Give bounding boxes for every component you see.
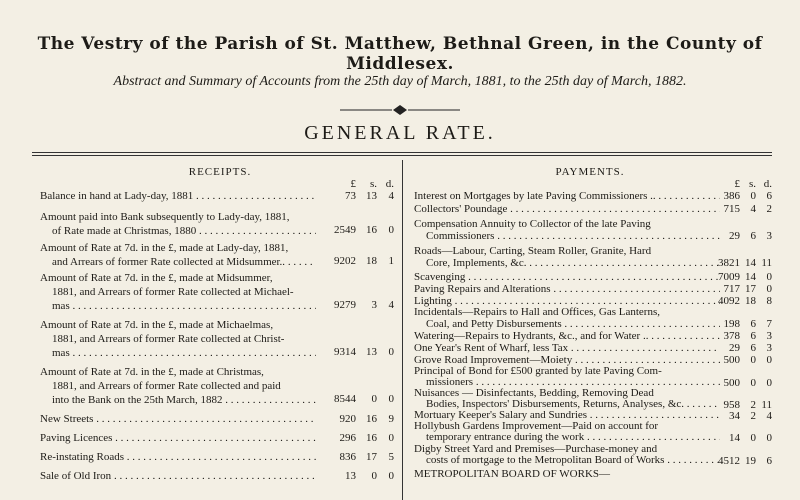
receipts-item [40,365,316,407]
receipts-amount-d: 1 [388,255,394,267]
payments-item-text: Hollybush Gardens Improvement—Paid on account for [414,421,659,432]
payments-item-text: missioners . . . [414,377,720,388]
payments-item-text: Mortuary Keeper's Salary and Sundries . . . [414,410,720,421]
payments-amount-s: 14 [745,257,756,269]
receipts-amount-d: 0 [388,393,394,405]
receipts-amount-d: 5 [388,451,394,463]
payments-item [414,203,720,215]
payments-item-text: One Year's Rent of Wharf, less Tax . . . [414,342,720,354]
payments-amount-s: 14 [745,271,756,283]
payments-amount-l: 500 [723,354,740,366]
payments-amount-d: 0 [766,354,772,366]
receipts-item-text: Amount of Rate at 7d. in the £, made at Lady-day, 1881, [40,242,289,254]
payments-item-text: METROPOLITAN BOARD OF WORKS— [414,469,611,480]
payments-amount-s: 6 [750,230,756,242]
column-divider [402,160,403,500]
payments-amount-s: 17 [745,283,756,295]
payments-amount-s: 6 [750,330,756,342]
receipts-amount-s: 16 [366,413,377,425]
payments-amount-s: 0 [750,432,756,444]
receipts-item-text: 1881, and Arrears of former Rate collected at Christ- [52,333,285,345]
payments-item-text: Digby Street Yard and Premises—Purchase-money and [414,444,658,455]
receipts-item [40,413,316,426]
receipts-amount-s: 0 [371,393,377,405]
receipts-amount-s: 0 [371,470,377,482]
top-rule-1 [32,152,772,153]
receipts-item [40,451,316,464]
payments-amount-l: 717 [723,283,740,295]
payments-item [414,330,720,342]
payments-item-text: temporary entrance during the work . . . [414,432,720,443]
receipts-amount-d: 0 [388,432,394,444]
payments-amount-d: 0 [766,271,772,283]
receipts-item [40,318,316,360]
payments-item-text: Coal, and Petty Disbursements . . . [414,318,720,330]
payments-amount-d: 3 [766,230,772,242]
payments-amount-s: 2 [750,399,756,411]
payments-amount-l: 958 [723,399,740,411]
payments-amount-d: 0 [766,377,772,389]
receipts-item-text: Amount of Rate at 7d. in the £, made at Midsummer, [40,272,273,284]
payments-amount-s: 2 [750,410,756,422]
receipts-amount-s: 18 [366,255,377,267]
receipts-amount-l: 836 [339,451,356,463]
receipts-item-text: mas . . . [40,346,316,360]
receipts-amount-d: 9 [388,413,394,425]
receipts-item-text: of Rate made at Christmas, 1880 . . . [40,224,316,238]
receipts-amount-d: 4 [388,190,394,202]
payments-amount-l: 4512 [718,455,740,467]
payments-amount-d: 3 [766,342,772,354]
payments-item-text: Principal of Bond for £500 granted by late Paving Com- [414,366,662,377]
payments-item-text: Grove Road Improvement—Moiety . . . [414,354,720,366]
top-rule-2 [32,155,772,156]
receipts-item-text: Balance in hand at Lady-day, 1881 . . . [40,190,316,203]
receipts-amount-l: 9202 [334,255,356,267]
receipts-item-text: Sale of Old Iron . . . [40,470,316,483]
payments-currency-l: £ [734,178,740,190]
payments-currency-s: s. [748,178,756,190]
receipts-amount-s: 3 [371,299,377,311]
payments-item-text: Compensation Annuity to Collector of the late Paving [414,218,651,230]
document-subtitle: Abstract and Summary of Accounts from the 25th day of March, 1881, to the 25th day of March, 1882. [113,74,687,89]
payments-amount-d: 0 [766,432,772,444]
payments-amount-s: 4 [750,203,756,215]
payments-header: PAYMENTS. [555,166,625,178]
payments-item-text: costs of mortgage to the Metropolitan Board of Works . . . [414,455,720,466]
document-title: The Vestry of the Parish of St. Matthew, Bethnal Green, in the County of Middlesex. [37,34,763,74]
receipts-amount-l: 9314 [334,346,356,358]
payments-amount-d: 6 [766,190,772,202]
payments-amount-d: 7 [766,318,772,330]
payments-item-text: Paving Repairs and Alterations . . . [414,283,720,295]
payments-item [414,410,720,421]
receipts-item [40,271,316,313]
receipts-item [40,241,316,269]
payments-amount-d: 3 [766,330,772,342]
payments-item-text: Nuisances — Disinfectants, Bedding, Removing Dead [414,388,654,399]
receipts-currency-d: d. [385,178,394,190]
receipts-item-text: New Streets . . . [40,413,316,426]
payments-amount-d: 8 [766,295,772,307]
payments-item-text: Commissioners . . . [414,230,720,242]
payments-item [414,469,720,480]
payments-item-text: Scavenging . . . [414,271,720,283]
payments-item [414,366,720,388]
receipts-item-text: 1881, and Arrears of former Rate collected at Michael- [52,286,294,298]
receipts-amount-d: 4 [388,299,394,311]
payments-item [414,306,720,330]
receipts-amount-s: 16 [366,432,377,444]
payments-amount-l: 378 [723,330,740,342]
payments-item-text: Interest on Mortgages by late Paving Commissioners .. . . . [414,190,720,202]
receipts-amount-d: 0 [388,346,394,358]
payments-item-text: Collectors' Poundage . . . [414,203,720,215]
receipts-item-text: mas . . . [40,299,316,313]
receipts-amount-s: 16 [366,224,377,236]
payments-amount-s: 0 [750,354,756,366]
payments-amount-s: 6 [750,342,756,354]
payments-item [414,245,720,269]
receipts-amount-l: 920 [339,413,356,425]
payments-amount-d: 4 [766,410,772,422]
payments-amount-l: 4092 [718,295,740,307]
receipts-amount-l: 9279 [334,299,356,311]
receipts-item [40,210,316,238]
receipts-header: RECEIPTS. [188,166,252,178]
payments-item-text: Core, Implements, &c. . . . [414,257,720,269]
receipts-amount-d: 0 [388,224,394,236]
payments-item [414,218,720,242]
payments-item [414,190,720,202]
receipts-item-text: into the Bank on the 25th March, 1882 . . . [40,393,316,407]
payments-item [414,421,720,443]
payments-amount-s: 18 [745,295,756,307]
payments-amount-l: 7009 [718,271,740,283]
payments-amount-d: 0 [766,283,772,295]
receipts-amount-d: 0 [388,470,394,482]
receipts-amount-s: 13 [366,190,377,202]
receipts-item-text: Paving Licences . . . [40,432,316,445]
payments-amount-s: 6 [750,318,756,330]
payments-item [414,271,720,283]
receipts-item-text: Re-instating Roads . . . [40,451,316,464]
payments-item [414,354,720,366]
payments-amount-l: 198 [723,318,740,330]
payments-amount-d: 6 [766,455,772,467]
payments-currency-d: d. [763,178,772,190]
receipts-item [40,470,316,483]
receipts-amount-l: 13 [345,470,356,482]
payments-item-text: Lighting . . . [414,295,720,307]
payments-amount-d: 11 [761,399,772,411]
receipts-amount-l: 296 [339,432,356,444]
receipts-item [40,432,316,445]
payments-amount-l: 3821 [718,257,740,269]
receipts-item [40,190,316,203]
payments-item-text: Incidentals—Repairs to Hall and Offices, Gas Lanterns, [414,306,661,318]
receipts-currency-l: £ [350,178,356,190]
payments-amount-l: 386 [723,190,740,202]
payments-item [414,388,720,410]
receipts-item-text: Amount of Rate at 7d. in the £, made at Michaelmas, [40,319,274,331]
receipts-amount-l: 2549 [334,224,356,236]
payments-amount-d: 2 [766,203,772,215]
receipts-amount-s: 13 [366,346,377,358]
payments-amount-l: 29 [729,230,740,242]
payments-amount-l: 29 [729,342,740,354]
payments-amount-l: 34 [729,410,740,422]
payments-amount-d: 11 [761,257,772,269]
payments-item [414,444,720,466]
receipts-item-text: Amount paid into Bank subsequently to Lady-day, 1881, [40,211,290,223]
receipts-amount-s: 17 [366,451,377,463]
receipts-item-text: 1881, and Arrears of former Rate collected and paid [52,380,281,392]
receipts-amount-l: 8544 [334,393,356,405]
payments-amount-s: 19 [745,455,756,467]
payments-amount-l: 715 [723,203,740,215]
payments-amount-s: 0 [750,377,756,389]
payments-item [414,342,720,354]
section-heading: GENERAL RATE. [304,122,496,144]
ornament-divider-icon [300,104,500,116]
payments-amount-l: 14 [729,432,740,444]
receipts-amount-l: 73 [345,190,356,202]
payments-item-text: Bodies, Inspectors' Disbursements, Returns, Analyses, &c. . . . [414,399,720,410]
receipts-currency-s: s. [369,178,377,190]
payments-item-text: Watering—Repairs to Hydrants, &c., and for Water .. . . . [414,330,720,342]
receipts-item-text: and Arrears of former Rate collected at Midsummer.. . . . [40,255,316,269]
payments-amount-l: 500 [723,377,740,389]
payments-amount-s: 0 [750,190,756,202]
payments-item-text: Roads—Labour, Carting, Steam Roller, Granite, Hard [414,245,652,257]
receipts-item-text: Amount of Rate at 7d. in the £, made at Christmas, [40,366,264,378]
payments-item [414,283,720,295]
